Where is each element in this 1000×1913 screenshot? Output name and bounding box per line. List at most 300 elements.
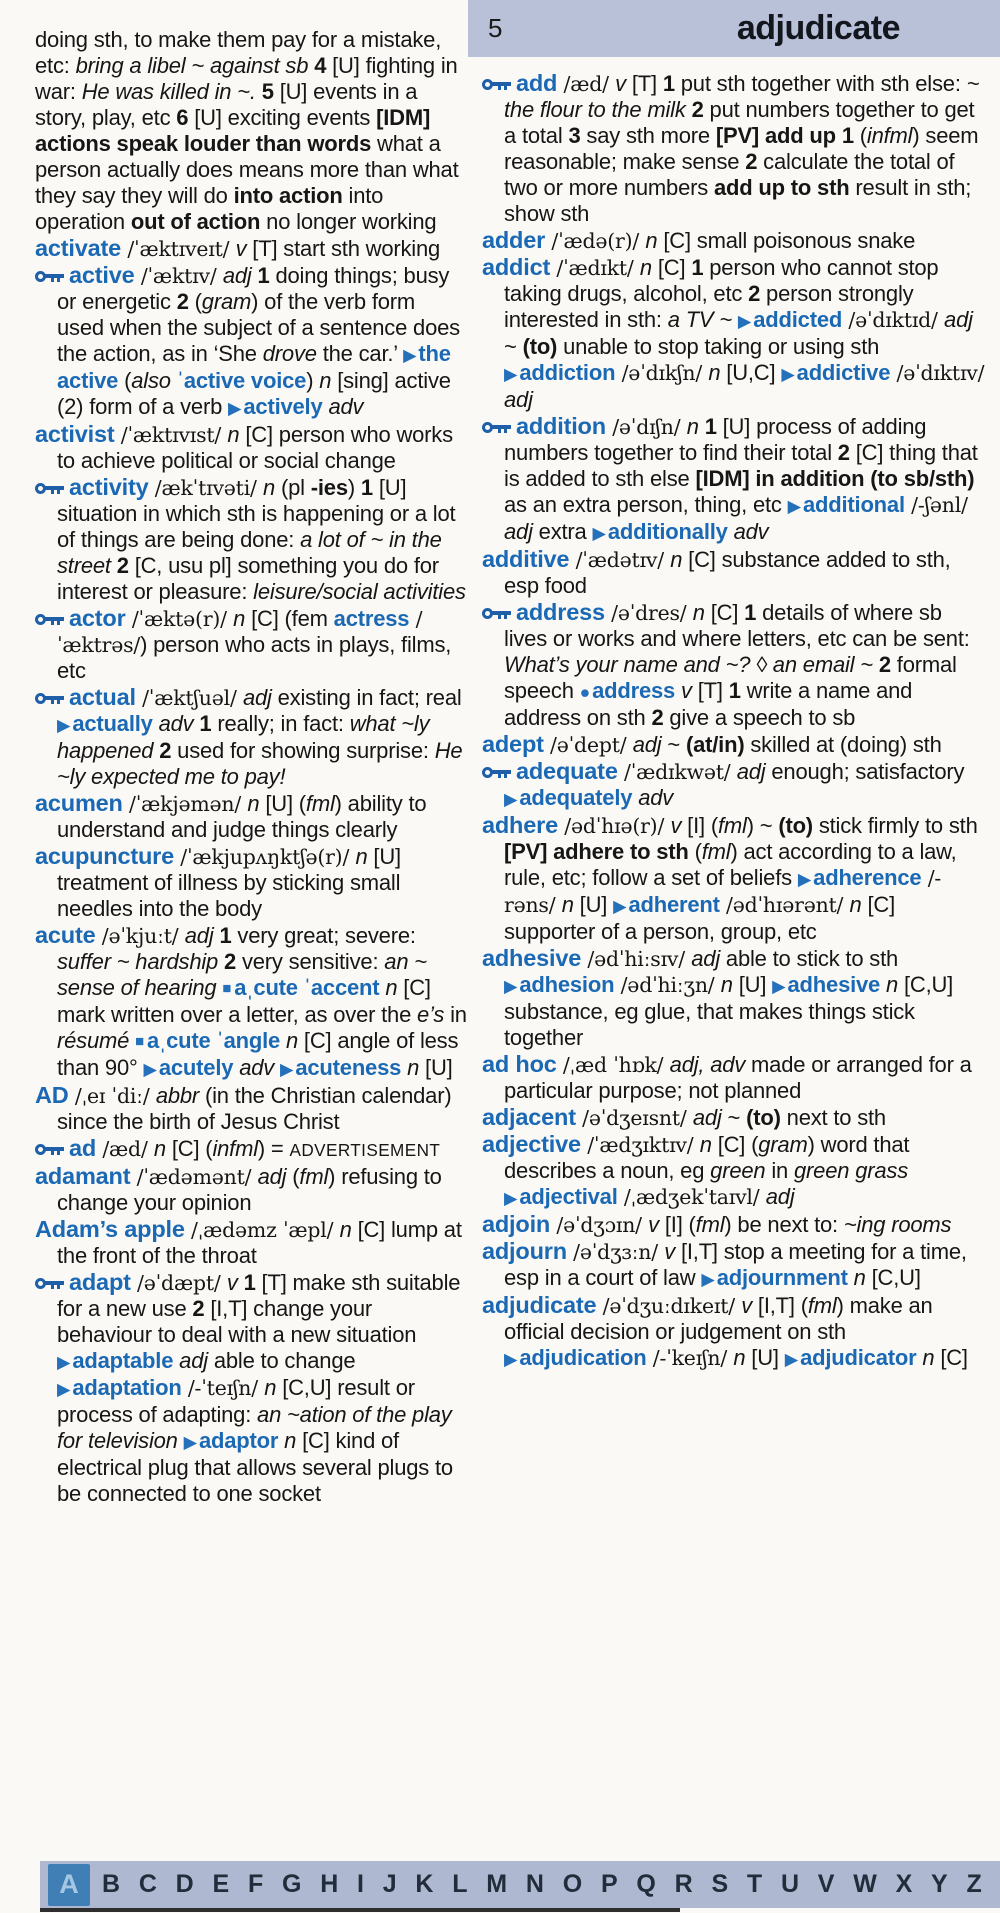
derivative-arrow-icon: ▶ <box>228 398 242 418</box>
derivative-word: acuteness <box>295 1055 402 1080</box>
bold-text: 2 <box>745 149 758 174</box>
body-text: person who cannot stop taking drugs, alcohol, etc <box>504 255 939 306</box>
headword: active <box>69 262 135 288</box>
dictionary-entry <box>35 474 467 605</box>
body-text: [U] exciting events <box>188 105 377 130</box>
derivative-arrow-icon: ▶ <box>57 1379 71 1399</box>
dictionary-entry <box>482 70 988 227</box>
part-of-speech-label: n <box>247 791 260 816</box>
body-text: ~ <box>504 334 523 359</box>
part-of-speech-label: adj <box>504 519 533 544</box>
bold-text: add up <box>764 123 836 148</box>
body-text: [C] <box>704 600 745 625</box>
bold-text: 5 <box>261 79 274 104</box>
alphabet-letter-z: Z <box>966 1870 982 1898</box>
page-bottom-edge <box>40 1908 680 1912</box>
alphabet-letter-v: V <box>817 1870 835 1898</box>
phonetic-transcription: /əˈdɪkʃn/ <box>615 361 709 385</box>
bold-text: 2 <box>224 949 237 974</box>
oxford3000-key-icon <box>35 613 66 627</box>
part-of-speech-label: v <box>681 678 692 703</box>
headword: ad hoc <box>482 1051 557 1077</box>
italic-text: fml <box>299 1164 329 1189</box>
part-of-speech-label: adj <box>632 732 662 757</box>
part-of-speech-label: abbr <box>155 1083 200 1108</box>
bold-text: (to) <box>522 334 558 359</box>
headword: activate <box>35 235 122 261</box>
body-text: ~ <box>721 1105 747 1130</box>
part-of-speech-label: n <box>733 1345 746 1370</box>
bold-text: 2 <box>651 705 664 730</box>
derivative-word: actress <box>333 606 410 631</box>
dictionary-entry <box>482 731 988 758</box>
headword: addict <box>482 254 551 280</box>
oxford3000-key-icon <box>35 1277 66 1291</box>
part-of-speech-label: n <box>720 972 733 997</box>
body-text: person strongly interested in sth: <box>504 281 914 332</box>
derivative-word: addictive <box>796 360 891 385</box>
phonetic-transcription: /ˈædʒɪktɪv/ <box>580 1133 700 1157</box>
phonetic-transcription: /ˈækjəmən/ <box>122 792 248 816</box>
body-text: [C,U] <box>865 1265 921 1290</box>
body-text: no longer working <box>260 209 437 234</box>
body-text: [U] situation in which sth is happening or a lot of things are being done: <box>57 475 456 552</box>
phonetic-transcription: /əˈdæpt/ <box>130 1271 227 1295</box>
body-text: [I] ( <box>681 813 718 838</box>
italic-text: fml <box>695 1212 725 1237</box>
body-text: what a person actually does means more than what they say they will do <box>35 131 459 208</box>
bold-text: [PV] <box>715 123 760 148</box>
derivative-word: adjectival <box>519 1184 618 1209</box>
word-class-dot-icon: ● <box>579 682 591 702</box>
bold-text: 3 <box>568 123 581 148</box>
part-of-speech-label: adv <box>158 711 194 736</box>
body-text: ) seem reasonable; make sense <box>504 123 979 174</box>
phonetic-transcription: /ˈæktə(r)/ <box>125 607 234 631</box>
headword: adept <box>482 731 544 757</box>
body-text: [I,T] ( <box>752 1293 808 1318</box>
bold-text: 1 <box>691 255 704 280</box>
derivative-arrow-icon: ▶ <box>183 1432 197 1452</box>
italic-text: ~ the flour to the milk <box>504 71 980 122</box>
italic-text: gram <box>758 1132 808 1157</box>
dictionary-entry <box>35 843 467 922</box>
headword: actor <box>69 605 126 631</box>
bold-text: (at/in) <box>685 732 745 757</box>
body-text: calculate the total of two or more numbers <box>504 149 955 200</box>
phonetic-transcription: /ˈæktɪv/ <box>134 264 223 288</box>
dictionary-entry <box>482 1104 988 1131</box>
phonetic-transcription: /ˌædəmz ˈæpl/ <box>184 1218 340 1242</box>
alphabet-letter-q: Q <box>636 1870 656 1898</box>
alphabet-letter-u: U <box>780 1870 799 1898</box>
body-text: [T] start sth working <box>246 236 441 261</box>
body-text: formal speech <box>504 652 957 703</box>
bold-text: out of action <box>130 209 261 234</box>
body-text: [C] substance added to sth, esp food <box>504 547 951 598</box>
oxford3000-key-icon <box>35 1143 66 1157</box>
part-of-speech-label: adj <box>222 263 252 288</box>
italic-text: leisure/social activities <box>253 579 466 604</box>
body-text: (in the Christian calendar) since the birth of Jesus Christ <box>57 1083 452 1134</box>
derivative-word: ˈactive voice <box>176 368 307 393</box>
bold-text: in addition (to sb/sth) <box>755 466 975 491</box>
alphabet-index-bar <box>40 1861 1000 1908</box>
alphabet-letter-b: B <box>102 1870 121 1898</box>
bold-text: 1 <box>219 923 232 948</box>
italic-text: fml <box>701 839 731 864</box>
headword: adjective <box>482 1131 581 1157</box>
derivative-word: additional <box>802 492 905 517</box>
body-text: [C] ( <box>711 1132 759 1157</box>
dictionary-entry <box>35 421 467 474</box>
headword: adjourn <box>482 1238 567 1264</box>
bold-text: 2 <box>192 1296 205 1321</box>
part-of-speech-label: n <box>407 1055 420 1080</box>
phonetic-transcription: /əˈdɪktɪv/ <box>890 361 985 385</box>
body-text: very sensitive: <box>236 949 385 974</box>
body-text: ) <box>347 475 361 500</box>
derivative-arrow-icon: ▶ <box>784 1349 799 1369</box>
headword: ad <box>69 1135 97 1161</box>
dictionary-entry <box>482 1292 988 1372</box>
dictionary-entry <box>35 790 467 843</box>
bold-text: 1 <box>744 600 757 625</box>
part-of-speech-label: adj <box>944 307 973 332</box>
body-text: in <box>444 1002 467 1027</box>
alphabet-letter-t: T <box>746 1870 763 1898</box>
body-text: unable to stop taking or using sth <box>557 334 880 359</box>
headword: activity <box>69 474 149 500</box>
dictionary-entry <box>482 546 988 599</box>
body-text: put sth together with sth else: <box>674 71 967 96</box>
small-caps-text: ADVERTISEMENT <box>289 1140 441 1160</box>
headword: adder <box>482 227 546 253</box>
body-text: ) of the verb form used when the subject of a sentence does the action, as in ‘She <box>57 289 460 366</box>
headword: acute <box>35 922 96 948</box>
derivative-word: adaptation <box>72 1375 182 1400</box>
derivative-arrow-icon: ▶ <box>57 715 71 735</box>
part-of-speech-label: adv <box>239 1055 275 1080</box>
body-text: existing in fact; real <box>271 685 462 710</box>
dictionary-entry <box>482 812 988 945</box>
body-text: ) <box>306 368 320 393</box>
derivative-word: adjournment <box>716 1265 848 1290</box>
headword: address <box>516 599 605 625</box>
body-text: ) ~ <box>746 813 779 838</box>
dictionary-entry <box>482 945 988 1051</box>
part-of-speech-label: n <box>886 972 899 997</box>
part-of-speech-label: adj, adv <box>669 1052 746 1077</box>
part-of-speech-label: n <box>153 1136 166 1161</box>
dictionary-entry <box>35 1135 467 1163</box>
bold-text: (to) <box>778 813 813 838</box>
body-text: ) be next to: <box>724 1212 844 1237</box>
alphabet-letter-c: C <box>138 1870 157 1898</box>
body-text: really; in fact: <box>211 711 350 736</box>
body-text: ( <box>286 1164 300 1189</box>
body-text: ) person who acts in plays, films, etc <box>57 632 452 683</box>
derivative-word: actually <box>72 711 153 736</box>
body-text: [C] <box>934 1345 968 1370</box>
phonetic-transcription: /ˌædʒekˈtaɪvl/ <box>617 1185 766 1209</box>
compound-square-icon: ■ <box>222 980 232 997</box>
body-text: ) act according to a law, rule, etc; follow a set of beliefs <box>504 839 957 890</box>
derivative-word: the active <box>57 341 451 393</box>
derivative-arrow-icon: ▶ <box>504 976 518 996</box>
derivative-word: aˌcute ˈaccent <box>234 975 380 1000</box>
body-text: [U] events in a story, play, etc <box>35 79 418 130</box>
part-of-speech-label: n <box>385 975 398 1000</box>
body-text: ) refusing to change your opinion <box>57 1164 442 1215</box>
dictionary-entry <box>482 227 988 254</box>
phonetic-transcription: /əˈdres/ <box>604 601 693 625</box>
derivative-arrow-icon: ▶ <box>280 1059 294 1079</box>
derivative-word: adaptable <box>72 1348 174 1373</box>
dictionary-entry <box>482 1211 988 1238</box>
alphabet-letter-g: G <box>281 1870 302 1898</box>
body-text: [I,T] change your behaviour to deal with a new situation <box>57 1296 417 1347</box>
derivative-word: addicted <box>753 307 843 332</box>
italic-text: résumé <box>57 1028 130 1053</box>
dictionary-entry <box>35 1216 467 1269</box>
bold-text: 1 <box>199 711 212 736</box>
derivative-arrow-icon: ▶ <box>737 311 752 331</box>
body-text: ) word that describes a noun, eg <box>504 1132 910 1183</box>
bold-text: 1 <box>728 678 741 703</box>
part-of-speech-label: v <box>615 71 626 96</box>
bold-text: into action <box>233 183 343 208</box>
part-of-speech-label: adv <box>638 785 674 810</box>
body-text: [C] person who works to achieve political or social change <box>57 422 453 473</box>
italic-text: bring a libel ~ against sb <box>75 53 309 78</box>
derivative-arrow-icon: ▶ <box>57 1352 71 1372</box>
italic-text: suffer ~ hardship <box>57 949 219 974</box>
phonetic-transcription: /æd/ <box>96 1137 154 1161</box>
oxford3000-key-icon <box>482 607 513 621</box>
body-text: [T] <box>691 678 729 703</box>
dictionary-entry <box>35 1163 467 1216</box>
part-of-speech-label: adj <box>692 1105 722 1130</box>
derivative-arrow-icon: ▶ <box>613 896 627 916</box>
body-text: used for showing surprise: <box>171 738 435 763</box>
part-of-speech-label: adj <box>691 946 721 971</box>
body-text: in <box>765 1158 795 1183</box>
body-text: [T] make sth suitable for a new use <box>57 1270 461 1321</box>
derivative-arrow-icon: ▶ <box>701 1269 715 1289</box>
derivative-arrow-icon: ▶ <box>143 1059 157 1079</box>
derivative-arrow-icon: ▶ <box>592 523 606 543</box>
derivative-word: adhesion <box>519 972 615 997</box>
body-text: result in sth; show sth <box>504 175 972 226</box>
part-of-speech-label: n <box>263 475 276 500</box>
bold-text: 2 <box>837 440 850 465</box>
bold-text: 2 <box>176 289 189 314</box>
body-text: [C] mark written over a letter, as over the <box>57 975 431 1027</box>
part-of-speech-label: adj <box>736 759 766 784</box>
bold-text: actions speak louder than words <box>35 131 372 156</box>
body-text: [I] ( <box>658 1212 696 1237</box>
part-of-speech-label: v <box>226 1270 238 1295</box>
derivative-word: address <box>592 678 676 703</box>
body-text: [C] angle of less than 90° <box>57 1028 459 1080</box>
body-text: (pl <box>275 475 311 500</box>
headword: adapt <box>69 1269 131 1295</box>
derivative-word: adjudication <box>519 1345 647 1370</box>
body-text: [U] fighting in war: <box>35 53 458 104</box>
bold-text: adhere to sth <box>553 839 689 864</box>
body-text: doing sth, to make them pay for a mistake, etc: <box>35 27 442 78</box>
bold-text: [IDM] <box>376 105 431 130</box>
derivative-word: additionally <box>607 519 728 544</box>
page-header <box>468 0 1000 57</box>
bold-text: add up to sth <box>713 175 850 200</box>
headword: adjudicate <box>482 1292 597 1318</box>
dictionary-entry <box>35 1269 467 1507</box>
body-text: able to change <box>207 1348 356 1373</box>
derivative-arrow-icon: ▶ <box>504 789 518 809</box>
headword: adjacent <box>482 1104 576 1130</box>
phonetic-transcription: /ækˈtɪvəti/ <box>148 476 264 500</box>
phonetic-transcription: /ˈæktrəs/ <box>57 607 423 657</box>
phonetic-transcription: /əˈkjuːt/ <box>95 924 185 948</box>
part-of-speech-label: adv <box>328 394 364 419</box>
phonetic-transcription: /-ʃənl/ <box>904 493 968 517</box>
headword: addition <box>516 413 606 439</box>
oxford3000-key-icon <box>482 421 513 435</box>
phonetic-transcription: /əˈdʒɜːn/ <box>566 1240 665 1264</box>
oxford3000-key-icon <box>482 766 513 780</box>
italic-text: What’s your name and ~? ◊ an email ~ <box>504 652 873 677</box>
phonetic-transcription: /æd/ <box>557 72 616 96</box>
oxford3000-key-icon <box>35 270 66 284</box>
italic-text: ~ing rooms <box>843 1212 952 1237</box>
right-column <box>482 70 988 1858</box>
part-of-speech-label: n <box>319 368 332 393</box>
bold-text: 1 <box>360 475 373 500</box>
dictionary-entry <box>35 922 467 1082</box>
headword: AD <box>35 1082 69 1108</box>
part-of-speech-label: n <box>339 1217 352 1242</box>
part-of-speech-label: adv <box>733 519 769 544</box>
part-of-speech-label: n <box>227 422 240 447</box>
headword: activist <box>35 421 115 447</box>
dictionary-entry <box>482 1051 988 1104</box>
part-of-speech-label: adj <box>765 1184 795 1209</box>
phonetic-transcription: /ˈædɪkt/ <box>550 256 640 280</box>
body-text: [U] <box>573 892 614 917</box>
phonetic-transcription: /-ˈteɪʃn/ <box>181 1376 265 1400</box>
phonetic-transcription: /ˈækjupʌŋktʃə(r)/ <box>174 845 356 869</box>
body-text <box>178 1428 184 1453</box>
derivative-word: adherence <box>813 865 922 890</box>
body-text: [C,U] result or process of adapting: <box>57 1375 415 1427</box>
body-text: [T] <box>625 71 663 96</box>
phonetic-transcription: /ˈæktɪvɪst/ <box>114 423 228 447</box>
phonetic-transcription: /ˈæktɪveɪt/ <box>121 237 236 261</box>
italic-text: He ~ly expected me to pay! <box>57 738 463 789</box>
body-text: able to stick to sth <box>720 946 899 971</box>
guide-word: adjudicate <box>736 9 900 47</box>
body-text: [U] <box>419 1055 453 1080</box>
headword: adhere <box>482 812 558 838</box>
phonetic-transcription: /ədˈhiːsɪv/ <box>581 947 692 971</box>
derivative-arrow-icon: ▶ <box>504 1349 518 1369</box>
derivative-arrow-icon: ▶ <box>787 496 801 516</box>
alphabet-letter-o: O <box>562 1870 583 1898</box>
italic-text: an ~ sense of hearing <box>57 949 427 1000</box>
part-of-speech-label: n <box>639 255 652 280</box>
headword: adequate <box>516 758 618 784</box>
italic-text: e’s <box>417 1002 445 1027</box>
left-column <box>35 27 467 1857</box>
alphabet-letter-s: S <box>711 1870 729 1898</box>
part-of-speech-label: v <box>648 1212 659 1237</box>
part-of-speech-label: v <box>235 236 247 261</box>
derivative-word: addiction <box>519 360 616 385</box>
part-of-speech-label: n <box>670 547 683 572</box>
dictionary-entry <box>35 1082 467 1135</box>
body-text: [C] <box>651 255 692 280</box>
body-text: skilled at (doing) sth <box>744 732 942 757</box>
dictionary-entry <box>482 1238 988 1292</box>
part-of-speech-label: v <box>664 1239 676 1264</box>
derivative-arrow-icon: ▶ <box>403 345 417 365</box>
part-of-speech-label: adj <box>179 1348 208 1373</box>
italic-text: drove <box>262 341 317 366</box>
body-text: [C, usu pl] something you do for interest or pleasure: <box>57 553 439 604</box>
oxford3000-key-icon <box>35 482 66 496</box>
derivative-word: aˌcute ˈangle <box>146 1028 281 1053</box>
italic-text: a lot of ~ in the street <box>57 527 442 578</box>
bold-text: [IDM] <box>695 466 750 491</box>
body-text: [I,T] stop a meeting for a time, esp in a court of law <box>504 1239 967 1290</box>
derivative-arrow-icon: ▶ <box>781 364 795 384</box>
body-text: say sth more <box>580 123 716 148</box>
derivative-word: adhesive <box>787 972 881 997</box>
dictionary-entry <box>482 254 988 413</box>
phonetic-transcription: /əˈdʒuːdɪkeɪt/ <box>596 1294 742 1318</box>
phonetic-transcription: /əˈdept/ <box>543 733 633 757</box>
body-text: [C] supporter of a person, group, etc <box>504 892 896 944</box>
dictionary-entry <box>35 262 467 421</box>
phonetic-transcription: /ˈæktʃuəl/ <box>135 686 243 710</box>
italic-text: green grass <box>794 1158 908 1183</box>
body-text: give a speech to sb <box>663 705 856 730</box>
italic-text: infml <box>866 123 913 148</box>
bold-text: 1 <box>704 414 717 439</box>
body-text: details of where sb lives or works and where letters, etc can be sent: <box>504 600 970 651</box>
phonetic-transcription: /ˈædətɪv/ <box>569 548 671 572</box>
body-text: ) ability to understand and judge things clearly <box>57 791 427 842</box>
alphabet-letter-m: M <box>486 1870 508 1898</box>
italic-text: a TV ~ <box>667 307 732 332</box>
body-text: [C] (fem <box>245 606 334 631</box>
derivative-word: adaptor <box>198 1428 279 1453</box>
body-text: [C] lump at the front of the throat <box>57 1217 462 1268</box>
dictionary-entry <box>482 1131 988 1211</box>
dictionary-entry <box>482 599 988 731</box>
alphabet-letter-y: Y <box>931 1870 948 1898</box>
headword: adamant <box>35 1163 131 1189</box>
body-text: [C] kind of electrical plug that allows several plugs to be connected to one socket <box>57 1428 453 1506</box>
headword: acupuncture <box>35 843 175 869</box>
body-text: doing things; busy or energetic <box>57 263 450 314</box>
body-text: [U] treatment of illness by sticking small needles into the body <box>57 844 401 921</box>
body-text: [U] <box>745 1345 785 1370</box>
headword: add <box>516 70 558 96</box>
italic-text: an ~ation of the play for television <box>57 1402 452 1453</box>
